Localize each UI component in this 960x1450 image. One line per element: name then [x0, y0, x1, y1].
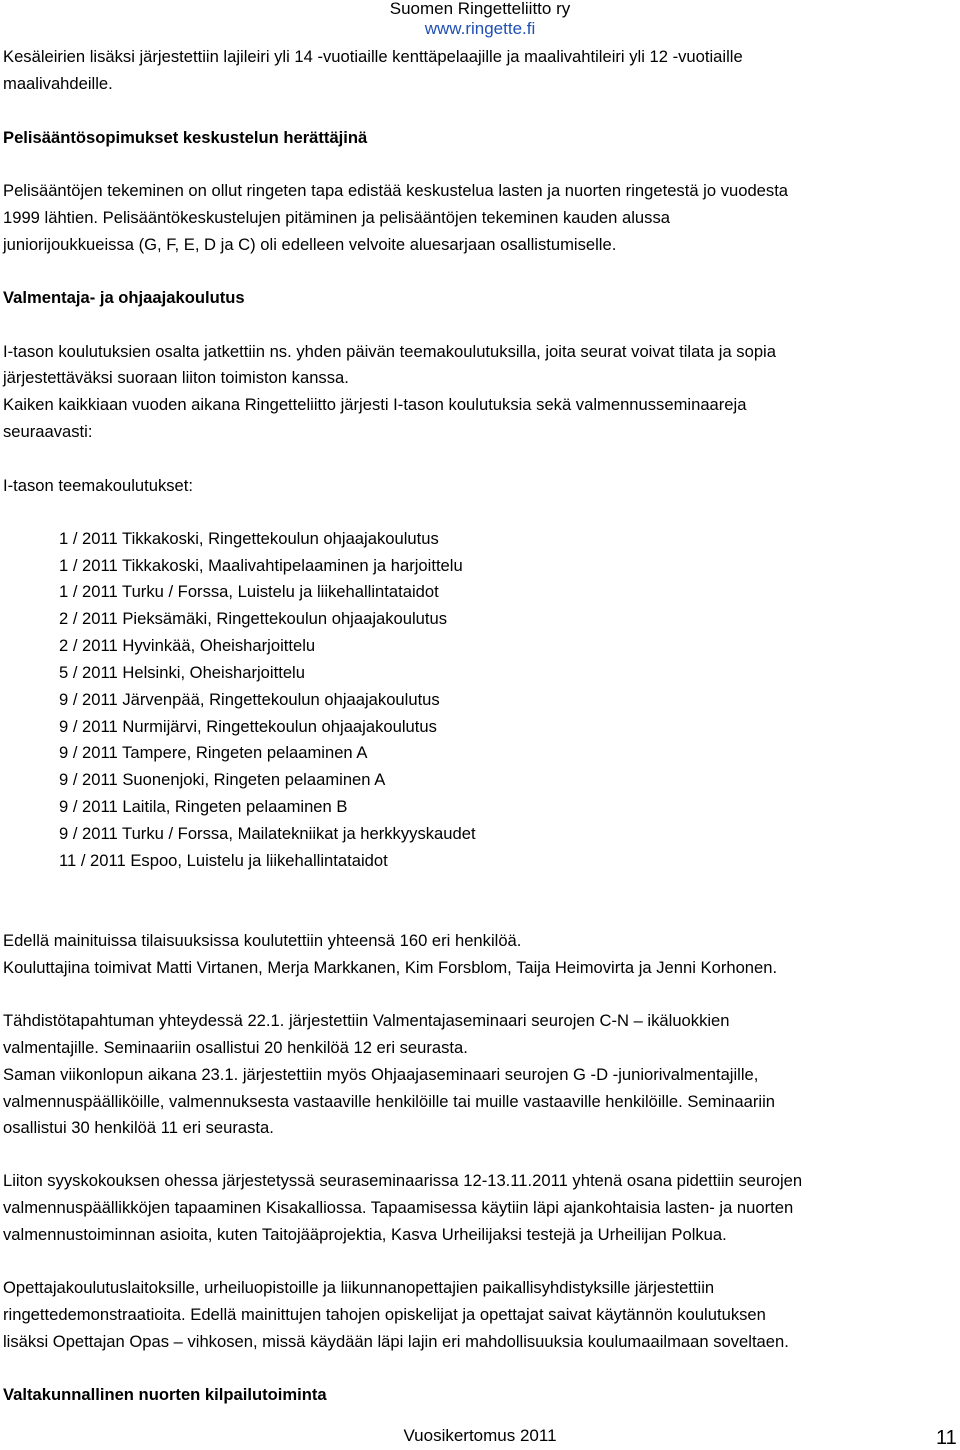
- paragraph-line: Pelisääntöjen tekeminen on ollut ringeten tapa edistää keskustelua lasten ja nuorten ringetestä jo vuodesta: [3, 181, 789, 200]
- course-item: 9 / 2011 Järvenpää, Ringettekoulun ohjaajakoulutus: [59, 690, 440, 709]
- paragraph-line: I-tason koulutuksien osalta jatkettiin ns. yhden päivän teemakoulutuksilla, joita seurat voivat tilata ja sopia: [3, 342, 776, 361]
- paragraph-line: valmennuspäällikköjen tapaaminen Kisakalliossa. Tapaamisessa käytiin läpi ajankohtaisia lasten- ja nuorten: [3, 1198, 794, 1217]
- paragraph-line: Kaiken kaikkiaan vuoden aikana Ringetteliitto järjesti I-tason koulutuksia sekä valmennusseminaareja: [3, 395, 747, 414]
- paragraph-line: Tähdistötapahtuman yhteydessä 22.1. järjestettiin Valmentajaseminaari seurojen C-N – ikäluokkien: [3, 1011, 730, 1030]
- course-item: 5 / 2011 Helsinki, Oheisharjoittelu: [59, 663, 305, 682]
- paragraph-line: Kouluttajina toimivat Matti Virtanen, Merja Markkanen, Kim Forsblom, Taija Heimovirta ja Jenni Korhonen.: [3, 958, 778, 977]
- paragraph-line: järjestettäväksi suoraan liiton toimiston kanssa.: [3, 368, 349, 387]
- section-heading-competition: Valtakunnallinen nuorten kilpailutoiminta: [3, 1385, 327, 1404]
- paragraph-line: Liiton syyskokouksen ohessa järjestetyssä seuraseminaarissa 12-13.11.2011 yhtenä osana pidettiin seurojen: [3, 1171, 803, 1190]
- paragraph-line: juniorijoukkueissa (G, F, E, D ja C) oli edelleen velvoite aluesarjaan osallistumiselle.: [3, 235, 617, 254]
- paragraph-line: 1999 lähtien. Pelisääntökeskustelujen pitäminen ja pelisääntöjen tekeminen kauden alussa: [3, 208, 670, 227]
- paragraph-line: valmentajille. Seminaariin osallistui 20 henkilöä 12 eri seurasta.: [3, 1038, 468, 1057]
- course-item: 2 / 2011 Pieksämäki, Ringettekoulun ohjaajakoulutus: [59, 609, 448, 628]
- course-item: 11 / 2011 Espoo, Luistelu ja liikehallintataidot: [59, 851, 388, 870]
- paragraph-line: valmennuspäälliköille, valmennuksesta vastaaville henkilöille tai muille vastaaville henkilöille. Seminaariin: [3, 1092, 775, 1111]
- section-heading-rules: Pelisääntösopimukset keskustelun herättäjinä: [3, 128, 368, 147]
- course-item: 1 / 2011 Turku / Forssa, Luistelu ja liikehallintataidot: [59, 582, 439, 601]
- intro-line: Kesäleirien lisäksi järjestettiin lajileiri yli 14 -vuotiaille kenttäpelaajille ja maalivahtileiri yli 12 -vuotiaille: [3, 47, 743, 66]
- paragraph-line: lisäksi Opettajan Opas – vihkosen, missä käydään läpi lajin eri mahdollisuuksia koulumaailmaan soveltaen.: [3, 1332, 789, 1351]
- course-item: 1 / 2011 Tikkakoski, Maalivahtipelaaminen ja harjoittelu: [59, 556, 463, 575]
- paragraph-line: ringettedemonstraatioita. Edellä mainittujen tahojen opiskelijat ja opettajat saivat käytännön koulutuksen: [3, 1305, 766, 1324]
- footer-title: Vuosikertomus 2011: [403, 1426, 557, 1445]
- section-heading-coaching: Valmentaja- ja ohjaajakoulutus: [3, 288, 245, 307]
- course-item: 9 / 2011 Tampere, Ringeten pelaaminen A: [59, 743, 368, 762]
- header-org: Suomen Ringetteliitto ry: [389, 0, 571, 18]
- paragraph-line: osallistui 30 henkilöä 11 eri seurasta.: [3, 1118, 274, 1137]
- intro-line: maalivahdeille.: [3, 74, 113, 93]
- course-item: 2 / 2011 Hyvinkää, Oheisharjoittelu: [59, 636, 316, 655]
- course-item: 9 / 2011 Suonenjoki, Ringeten pelaaminen A: [59, 770, 386, 789]
- paragraph-line: Saman viikonlopun aikana 23.1. järjestettiin myös Ohjaajaseminaari seurojen G -D -juniorivalmentajille,: [3, 1065, 759, 1084]
- page-number: 11: [936, 1427, 957, 1449]
- course-item: 9 / 2011 Nurmijärvi, Ringettekoulun ohjaajakoulutus: [59, 717, 437, 736]
- course-item: 1 / 2011 Tikkakoski, Ringettekoulun ohjaajakoulutus: [59, 529, 439, 548]
- course-item: 9 / 2011 Laitila, Ringeten pelaaminen B: [59, 797, 348, 816]
- paragraph-line: seuraavasti:: [3, 422, 93, 441]
- course-item: 9 / 2011 Turku / Forssa, Mailatekniikat ja herkkyyskaudet: [59, 824, 476, 843]
- paragraph-line: Opettajakoulutuslaitoksille, urheiluopistoille ja liikunnanopettajien paikallisyhdistyksille järjestettiin: [3, 1278, 715, 1297]
- course-list-title: I-tason teemakoulutukset:: [3, 476, 194, 495]
- header-url[interactable]: www.ringette.fi: [424, 19, 536, 38]
- paragraph-line: Edellä mainituissa tilaisuuksissa koulutettiin yhteensä 160 eri henkilöä.: [3, 931, 522, 950]
- paragraph-line: valmennustoiminnan asioita, kuten Taitojääprojektia, Kasva Urheilijaksi testejä ja Urheilijan Polkua.: [3, 1225, 727, 1244]
